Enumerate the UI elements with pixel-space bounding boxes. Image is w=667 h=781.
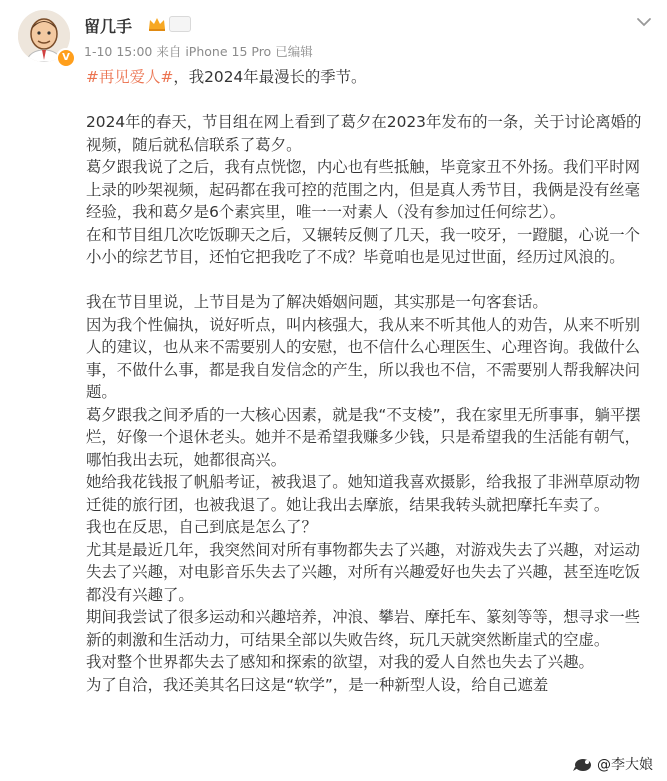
text-line: 为了自洽，我还美其名曰这是“软学”，是一种新型人设，给自己遮羞 — [86, 675, 549, 694]
watermark — [569, 753, 657, 775]
text-line: 我在节目里说，上节目是为了解决婚姻问题，其实那是一句客套话。 — [86, 293, 548, 311]
text-line: 葛夕跟我之间矛盾的一大核心因素，就是我“不支棱”，我在家里无所事事，躺平摆 — [86, 405, 641, 424]
text-line: 她给我花钱报了帆船考证，被我退了。她知道我喜欢摄影，给我报了非洲草原动物 — [86, 473, 641, 491]
bird-logo-icon — [573, 755, 593, 773]
post-intro — [86, 66, 648, 89]
text-line: 我也在反思，自己到底是怎么了？ — [86, 518, 317, 536]
text-line: 视频，随后就私信联系了葛夕。 — [86, 135, 302, 154]
text-line: 失去了兴趣，对电影音乐失去了兴趣，对所有兴趣爱好也失去了兴趣，甚至连吃饭 — [86, 563, 641, 581]
post-source: 来自 iPhone 15 Pro — [156, 44, 272, 59]
post-date: 1-10 15:00 — [84, 44, 153, 59]
text-line: 在和节目组几次吃饭聊天之后，又辗转反侧了几天，我一咬牙，一蹬腿，心说一个 — [86, 225, 641, 244]
text-line: 2024年的春天，节目组在网上看到了葛夕在2023年发布的一条，关于讨论离婚的 — [86, 113, 642, 131]
verified-badge: V — [56, 48, 76, 68]
text-line: 期间我尝试了很多运动和兴趣培养，冲浪、攀岩、摩托车、篆刻等等，想寻求一些 — [86, 608, 641, 626]
text-line: 我对整个世界都失去了感知和探索的欲望，对我的爱人自然也失去了兴趣。 — [86, 653, 594, 671]
watermark-text: @李大娘 — [597, 757, 653, 773]
text-line: 都没有兴趣了。 — [86, 585, 194, 604]
post-body — [86, 66, 648, 696]
text-line: 题。 — [86, 383, 117, 401]
text-line: 人的建议，也从来不需要别人的安慰，也不信什么心理医生、心理咨询。我做什么 — [86, 338, 641, 356]
text-line: 小小的综艺节目，还怕它把我吃了不成？毕竟咱也是见过世面，经历过风浪的。 — [86, 248, 625, 266]
post-meta — [84, 42, 313, 60]
hashtag-link[interactable]: #再见爱人# — [86, 68, 174, 86]
text-line: 事，不做什么事，都是我自发信念的产生，所以我也不信，不需要别人帮我解决问 — [86, 360, 641, 379]
paragraph-gap — [86, 89, 648, 112]
text-line: 哪怕我出去玩，她都很高兴。 — [86, 450, 287, 469]
intro-text: ，我2024年最漫长的季节。 — [173, 68, 367, 86]
text-line: 新的刺激和生活动力，可结果全部以失败告终，玩几天就突然断崖式的空虚。 — [86, 630, 610, 649]
post-text — [86, 111, 648, 696]
level-badge-icon — [169, 16, 191, 32]
post-header — [18, 10, 658, 66]
text-line: 尤其是最近几年，我突然间对所有事物都失去了兴趣，对游戏失去了兴趣，对运动 — [86, 540, 641, 559]
text-line: 因为我个性偏执，说好听点，叫内核强大，我从来不听其他人的劝告，从来不听别 — [86, 315, 641, 334]
text-line: 葛夕跟我说了之后，我有点恍惚，内心也有些抵触，毕竟家丑不外扬。我们平时网 — [86, 158, 641, 176]
text-line: 烂，好像一个退休老头。她并不是希望我赚多少钱，只是希望我的生活能有朝气， — [86, 428, 641, 446]
edited-label[interactable]: 已编辑 — [275, 44, 313, 59]
vip-crown-icon[interactable] — [148, 16, 166, 32]
author-name[interactable]: 留几手 — [84, 17, 133, 36]
text-line: 经验，我和葛夕是6个素宾里，唯一一对素人（没有参加过任何综艺）。 — [86, 203, 566, 221]
chevron-down-icon[interactable] — [636, 16, 652, 28]
text-line — [86, 269, 648, 292]
text-line: 迁徙的旅行团，也被我退了。她让我出去摩旅，结果我转头就把摩托车卖了。 — [86, 495, 610, 514]
text-line: 上录的吵架视频，起码都在我可控的范围之内，但是真人秀节目，我俩是没有丝毫 — [86, 180, 641, 199]
